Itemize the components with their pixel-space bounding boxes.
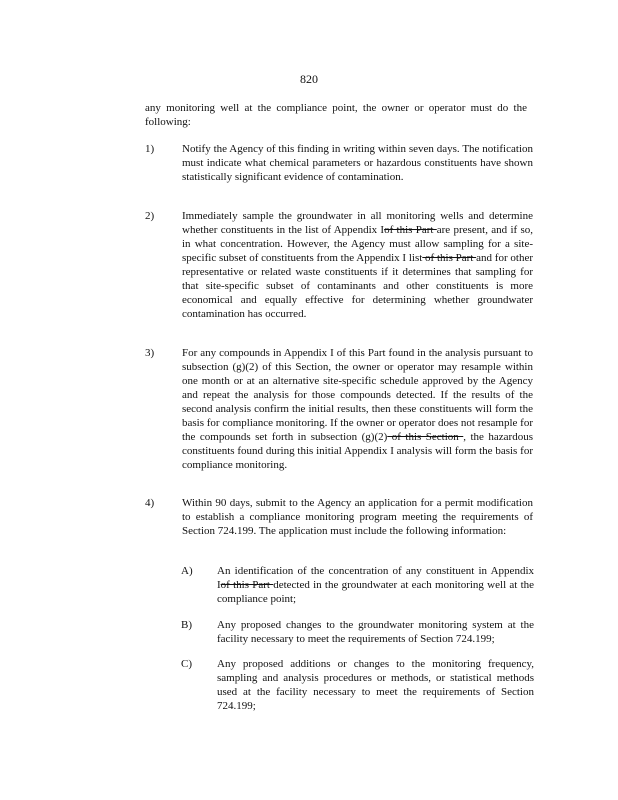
text-run: An identification of the concentration of any constituent in Appendix I — [217, 565, 534, 591]
text-run: Immediately sample the groundwater in all monitoring wells and determine whether constituents in the list of Appendix I — [182, 210, 533, 236]
list-item — [145, 142, 533, 184]
subitem-text: Any proposed additions or changes to the monitoring frequency, sampling and analysis procedures or methods, or statistical methods used at the facility necessary to meet the requirements of Section 724.199; — [217, 658, 534, 712]
text-run: , the hazardous constituents found during this initial Appendix I analysis will form the basis for compliance monitoring. — [182, 431, 533, 471]
deleted-text: of this Section — [387, 431, 464, 443]
text-run: and for other representative or related waste constituents if it determines that sampling for that site-specific subset of contaminants and other constituents is more economical and equally effective for determining whether groundwater contamination has occurred. — [182, 252, 533, 320]
item-text — [182, 346, 533, 472]
sub-list-item — [181, 618, 534, 646]
item-number: 3) — [145, 347, 155, 359]
item-number: 4) — [145, 497, 155, 509]
item-text: Within 90 days, submit to the Agency an application for a permit modification to establish a compliance monitoring program meeting the requirements of Section 724.199. The application must include the following information: — [182, 497, 533, 537]
list-item — [145, 209, 533, 321]
deleted-text: of this Part — [220, 579, 274, 591]
list-item — [145, 496, 533, 538]
deleted-text: of this Part — [384, 224, 437, 236]
item-number: 1) — [145, 143, 155, 155]
deleted-text: of this Part — [422, 252, 477, 264]
text-run: are present, and if so, in what concentration. However, the Agency must allow sampling for a site-specific subset of constituents from the Appendix I list — [182, 224, 533, 264]
subitem-text: Any proposed changes to the groundwater monitoring system at the facility necessary to meet the requirements of Section 724.199; — [217, 619, 534, 645]
subitem-letter: C) — [181, 658, 192, 670]
text-run: detected in the groundwater at each monitoring well at the compliance point; — [217, 579, 535, 605]
subitem-text — [217, 564, 534, 606]
item-text — [182, 209, 533, 321]
subitem-letter: B) — [181, 619, 192, 631]
sub-list-item — [181, 657, 534, 713]
intro-paragraph: any monitoring well at the compliance point, the owner or operator must do the following: — [145, 102, 527, 129]
item-text: Notify the Agency of this finding in writing within seven days. The notification must indicate what chemical parameters or hazardous constituents have shown statistically significant evidence of contamination. — [182, 143, 533, 183]
list-item — [145, 346, 533, 472]
sub-list-item — [181, 564, 534, 606]
page-number: 820 — [300, 72, 318, 86]
text-run: For any compounds in Appendix I of this Part found in the analysis pursuant to subsection (g)(2) of this Section, the owner or operator may resample within one month or at an alternative site-specific schedule approved by the Agency and repeat the analysis for those compounds detected. If the results of the second analysis confirm the initial results, then these constituents will form the basis for compliance monitoring. If the owner or operator does not resample for the compounds set forth in subsection (g)(2) — [182, 347, 533, 443]
item-number: 2) — [145, 210, 155, 222]
subitem-letter: A) — [181, 565, 193, 577]
